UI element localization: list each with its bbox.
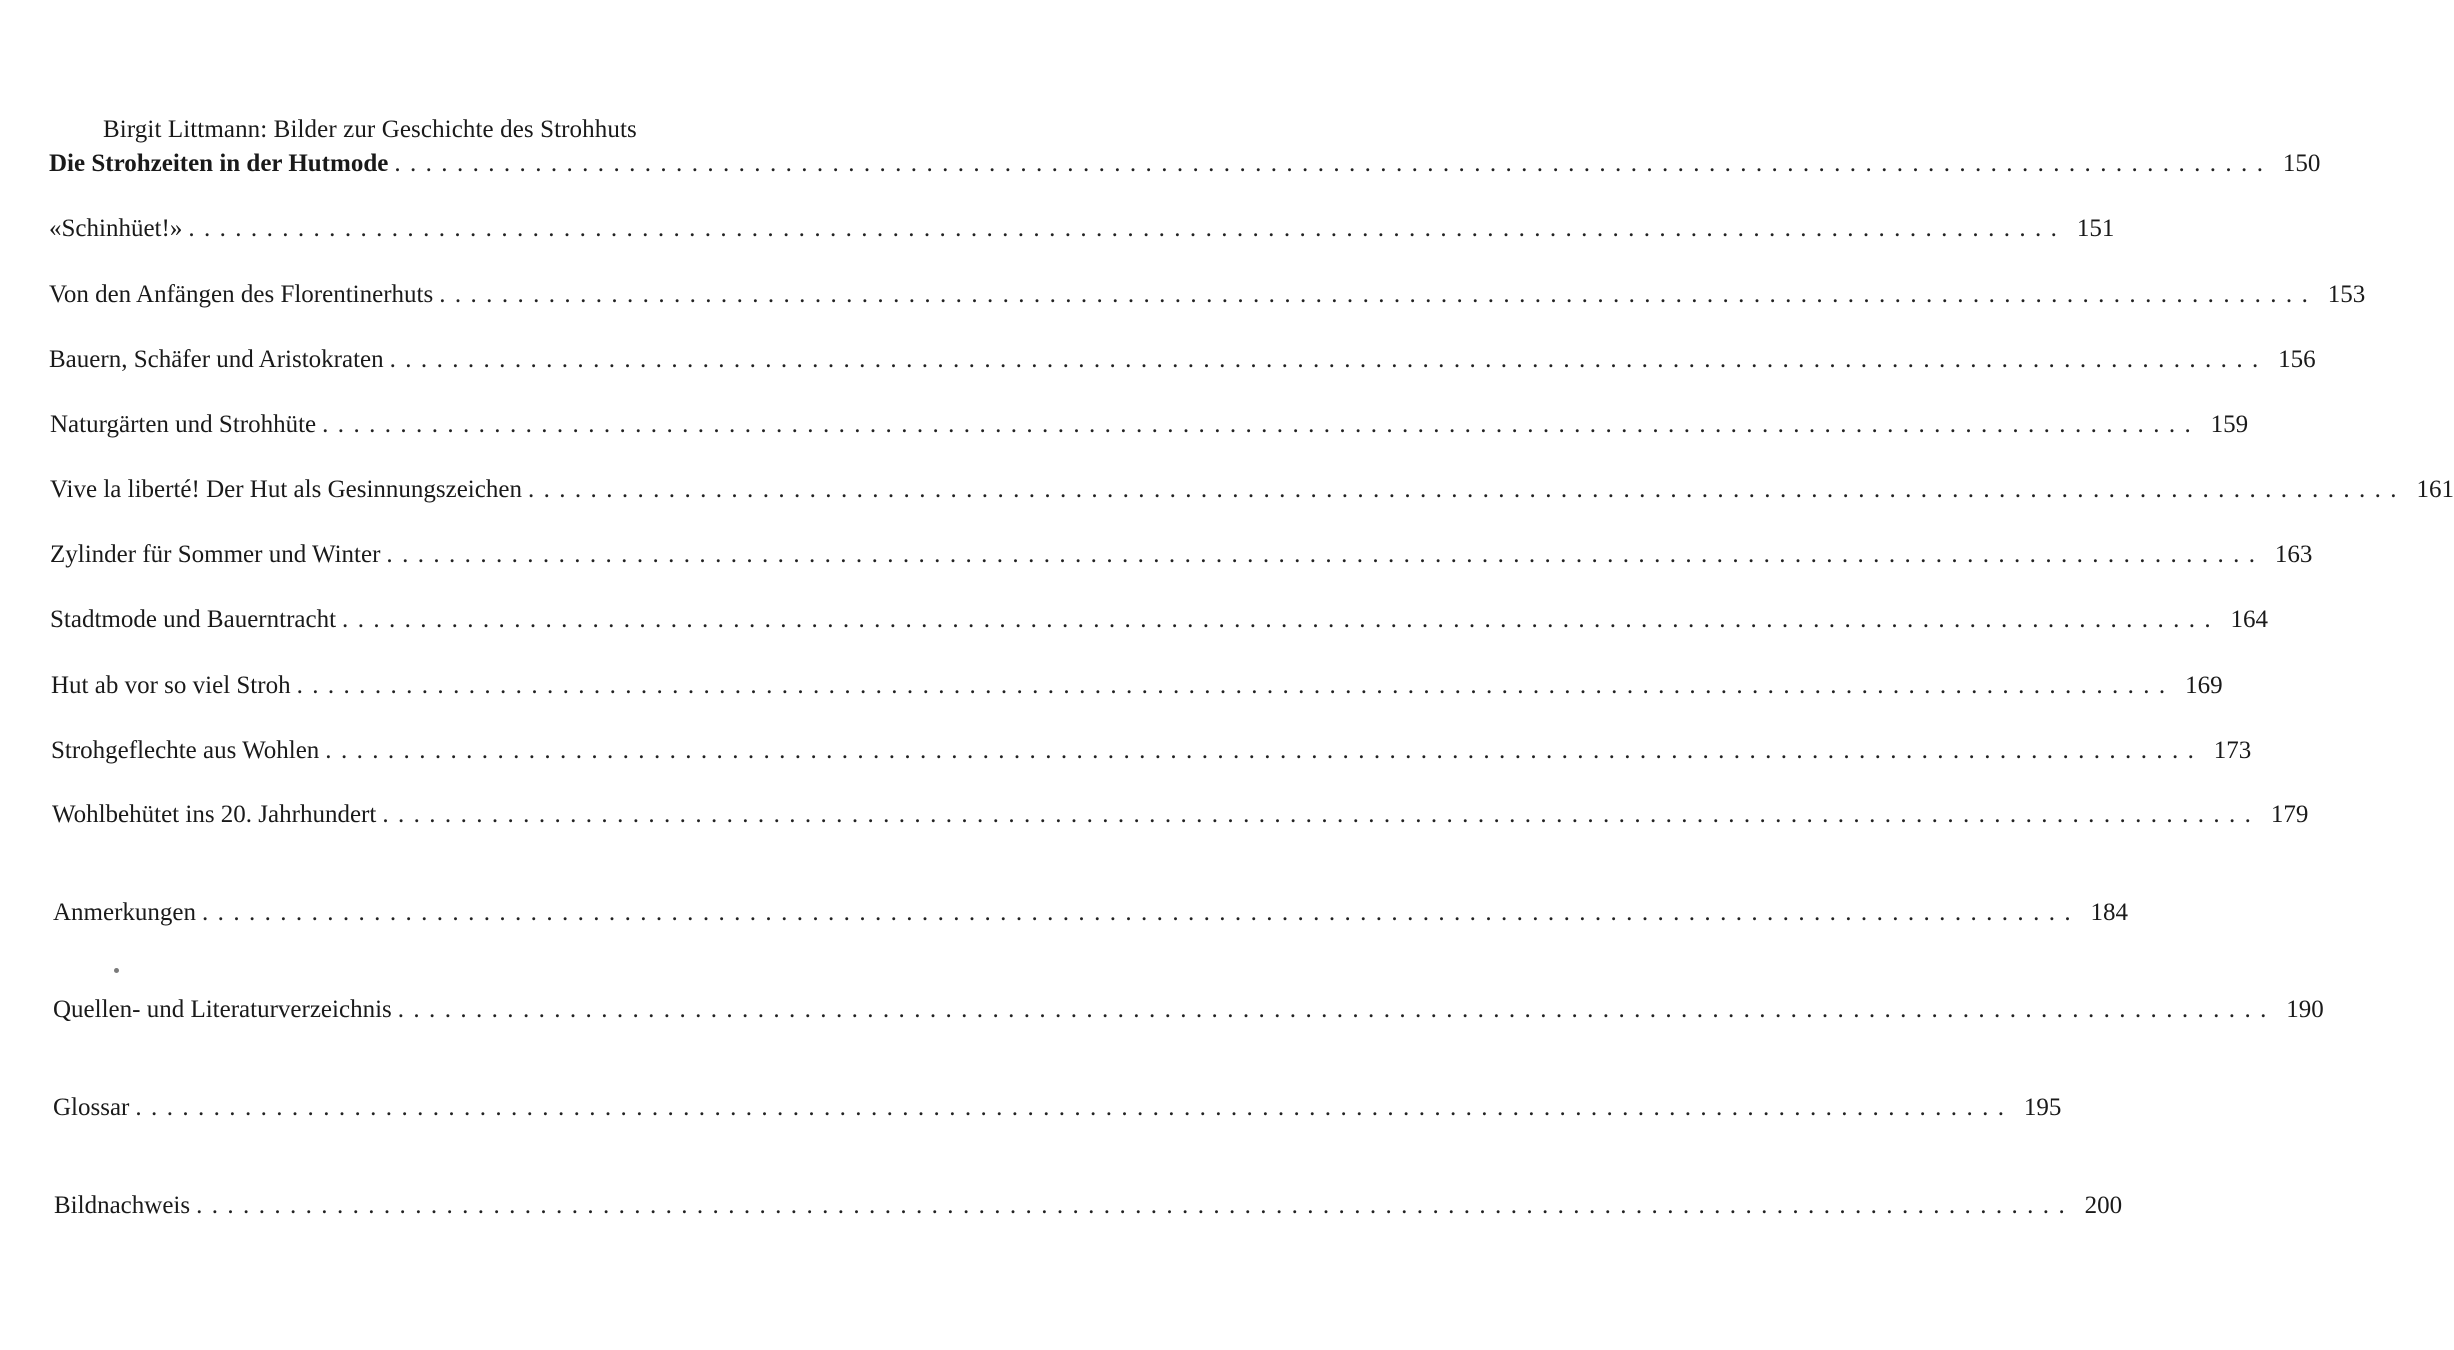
toc-entry [49,150,2321,184]
print-speck [114,968,119,973]
toc-entry-title: Hut ab vor so viel Stroh [51,672,291,699]
toc-entry [54,1192,2123,1226]
toc-entry-page: 163 [2274,541,2313,568]
toc-entry-page: 195 [2023,1094,2062,1121]
toc-entry-page: 200 [2084,1192,2123,1219]
toc-entry-page: 153 [2327,281,2366,308]
toc-entry-page: 150 [2282,150,2321,177]
toc-entry-page: 159 [2210,411,2249,438]
dot-leader: ........................................................................................................................ [397,996,2276,1023]
toc-entry-page: 173 [2213,737,2252,764]
dot-leader: ........................................................................................................................ [322,411,2201,438]
toc-entry-title: Anmerkungen [53,899,197,926]
toc-entry-page: 151 [2076,215,2115,242]
toc-entry-title: Naturgärten und Strohhüte [50,411,317,438]
toc-entry-title: Von den Anfängen des Florentinerhuts [49,281,434,308]
toc-entry [50,606,2269,640]
toc-entry [53,996,2324,1030]
toc-entry [53,899,2129,933]
toc-entry-title: Quellen- und Literaturverzeichnis [53,996,392,1023]
dot-leader: ........................................................................................................................ [188,215,2067,242]
toc-entry-title: Stadtmode und Bauerntracht [50,606,337,633]
toc-entry [51,737,2252,771]
dot-leader: ........................................................................................................................ [135,1094,2014,1121]
dot-leader: ........................................................................................................................ [196,1192,2075,1219]
toc-entry-page: 184 [2090,899,2129,926]
dot-leader: ........................................................................................................................ [325,737,2204,764]
toc-entry [49,215,2115,249]
toc-entry-title: Glossar [53,1094,130,1121]
toc-entry [49,281,2366,315]
toc-entry-title: Vive la liberté! Der Hut als Gesinnungszeichen [50,476,522,503]
toc-entry [50,476,2454,510]
dot-leader: ........................................................................................................................ [439,281,2318,308]
dot-leader: ........................................................................................................................ [394,150,2273,177]
toc-entry [53,1094,2062,1128]
toc-entry-page: 190 [2286,996,2324,1023]
dot-leader: ........................................................................................................................ [202,899,2081,926]
toc-entry-title: Zylinder für Sommer und Winter [50,541,381,568]
toc-entry-title: Strohgeflechte aus Wohlen [51,737,320,764]
toc-entry [50,411,2249,445]
toc-entry-title: Die Strohzeiten in der Hutmode [49,150,389,177]
dot-leader: ........................................................................................................................ [527,476,2406,503]
toc-entry-page: 179 [2270,801,2309,828]
toc-entry [49,346,2316,380]
dot-leader: ........................................................................................................................ [296,672,2175,699]
toc-entry [51,672,2223,706]
dot-leader: ........................................................................................................................ [342,606,2221,633]
author-heading: Birgit Littmann: Bilder zur Geschichte des Strohhuts [103,116,637,143]
dot-leader: ........................................................................................................................ [389,346,2268,373]
toc-entry-title: Bauern, Schäfer und Aristokraten [49,346,384,373]
toc-entry-title: «Schinhüet!» [49,215,183,242]
dot-leader: ........................................................................................................................ [382,801,2261,828]
toc-entry-page: 156 [2278,346,2316,373]
toc-entry-page: 169 [2185,672,2223,699]
toc-entry [50,541,2313,575]
toc-entry [52,801,2309,835]
toc-entry-title: Bildnachweis [54,1192,191,1219]
toc-entry-page: 161 [2416,476,2454,503]
toc-entry-title: Wohlbehütet ins 20. Jahrhundert [52,801,377,828]
dot-leader: ........................................................................................................................ [386,541,2265,568]
toc-entry-page: 164 [2230,606,2269,633]
